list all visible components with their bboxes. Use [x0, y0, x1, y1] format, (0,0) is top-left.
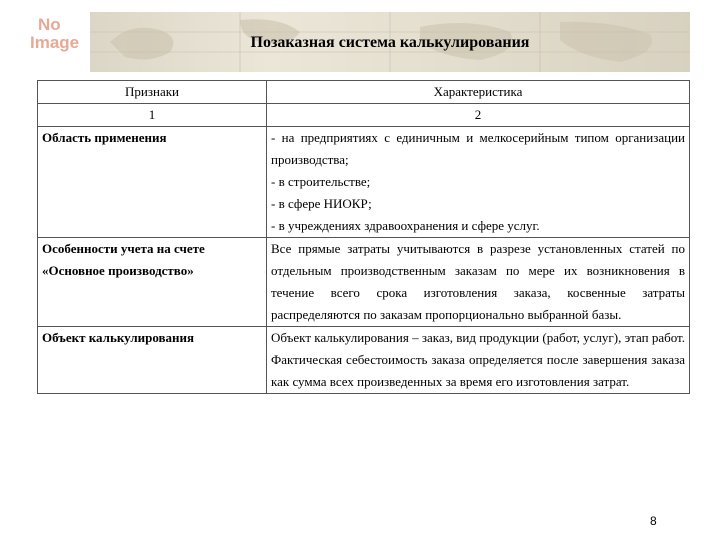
no-image-placeholder — [12, 16, 84, 66]
paragraph: Все прямые затраты учитываются в разрезе установленных статей по отдельным производственным заказам по мере их возникновения в течение всего срока изготовления заказа, косвенные затраты распределяются по заказам пропорционально выбранной базы. — [271, 241, 685, 322]
list-item: - в строительстве; — [271, 174, 371, 189]
characteristics-table — [37, 80, 690, 394]
column-number-2: 2 — [267, 104, 690, 127]
title-banner — [90, 12, 690, 72]
row-feature: Область применения — [38, 127, 267, 238]
row-feature: Объект калькулирования — [38, 327, 267, 394]
header-characteristic: Характеристика — [267, 81, 690, 104]
header-features: Признаки — [38, 81, 267, 104]
table-row — [38, 238, 690, 327]
row-feature: Особенности учета на счете «Основное производство» — [38, 238, 267, 327]
list-item: - в сфере НИОКР; — [271, 196, 372, 211]
list-item: - на предприятиях с единичным и мелкосерийным типом организации производства; — [271, 130, 685, 167]
page-title: Позаказная система калькулирования — [250, 34, 530, 51]
row-characteristic — [267, 127, 690, 238]
table-header-row — [38, 81, 690, 104]
table-number-row — [38, 104, 690, 127]
no-image-line2: Image — [30, 33, 80, 52]
row-characteristic — [267, 327, 690, 394]
no-image-line1: No — [38, 15, 61, 34]
table-row — [38, 127, 690, 238]
row-characteristic — [267, 238, 690, 327]
list-item: - в учреждениях здравоохранения и сфере услуг. — [271, 218, 540, 233]
column-number-1: 1 — [38, 104, 267, 127]
page-number: 8 — [650, 514, 657, 528]
paragraph: Объект калькулирования – заказ, вид продукции (работ, услуг), этап работ. Фактическая себестоимость заказа определяется после завершения заказа как сумма всех произведенных за время его изготовления затрат. — [271, 330, 685, 389]
table-row — [38, 327, 690, 394]
